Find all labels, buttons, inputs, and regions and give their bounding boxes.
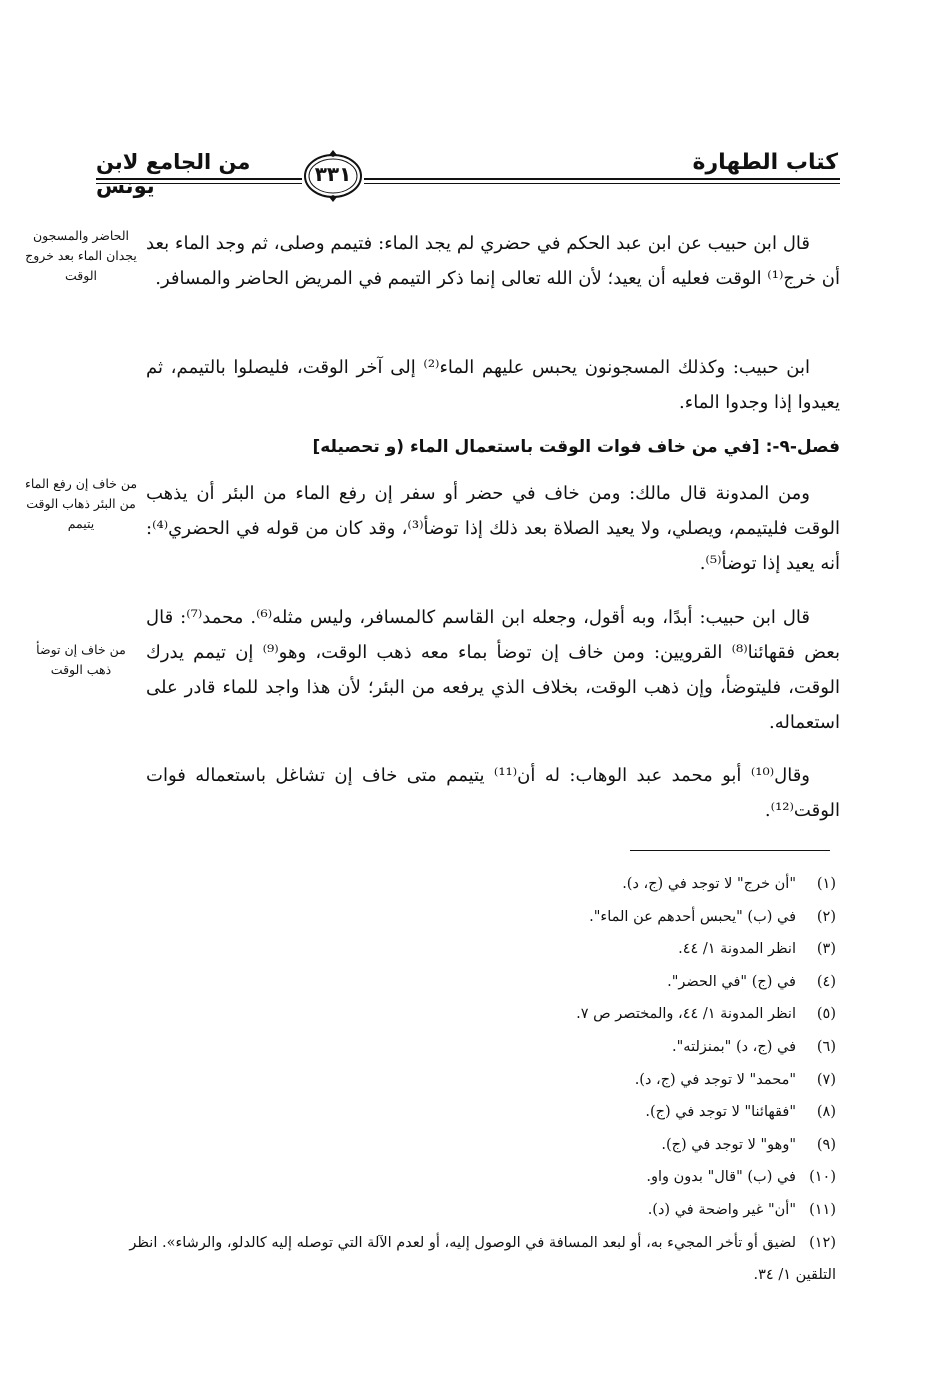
paragraph-3-text: ومن المدونة قال مالك: ومن خاف في حضر أو سفر إن رفع الماء من البئر أن يذهب الوقت فليتيمم، ويصلي، ولا يعيد الصلاة بعد ذلك إذا توضأ⁽³⁾، وقد كان من قوله في الحضري⁽⁴⁾: أنه يعيد إذا توضأ⁽⁵⁾.	[146, 483, 840, 574]
footnote-1: (١)"أن خرج" لا توجد في (ج، د).	[622, 876, 836, 892]
footnote-2: (٢)في (ب) "يحبس أحدهم عن الماء".	[589, 908, 836, 925]
footnote-7: (٧)"محمد" لا توجد في (ج، د).	[634, 1071, 836, 1088]
footnote-3: (٣)انظر المدونة ١/ ٤٤.	[678, 941, 836, 958]
paragraph-2	[146, 350, 840, 420]
margin-note-3: من خاف إن توضأ ذهب الوقت	[36, 642, 126, 677]
footnote-6: (٦)في (ج، د) "بمنزلته".	[672, 1038, 836, 1055]
header-rule-thin	[96, 183, 840, 184]
footnote-11: (١١)"أن" غير واضحة في (د).	[647, 1201, 836, 1218]
footnote-8: (٨)"فقهائنا" لا توجد في (ج).	[645, 1104, 836, 1121]
footnote-rule	[630, 850, 830, 851]
page-number-badge	[302, 148, 364, 204]
paragraph-1	[146, 226, 840, 296]
paragraph-4	[146, 600, 840, 740]
header-rule	[96, 178, 840, 180]
footnote-5: (٥)انظر المدونة ١/ ٤٤، والمختصر ص ٧.	[576, 1006, 836, 1023]
footnote-10: (١٠)في (ب) "قال" بدون واو.	[646, 1169, 836, 1186]
footnote-9: (٩)"وهو" لا توجد في (ج).	[661, 1136, 836, 1153]
section-heading: فصل-٩-: [في من خاف فوات الوقت باستعمال الماء (و تحصيله]	[312, 437, 840, 457]
footnote-4: (٤)في (ج) "في الحضر".	[667, 973, 836, 990]
paragraph-5-text: وقال⁽¹⁰⁾ أبو محمد عبد الوهاب: له أن⁽¹¹⁾ يتيمم متى خاف إن تشاغل باستعماله فوات الوقت⁽¹²⁾.	[146, 765, 840, 821]
paragraph-4-text: قال ابن حبيب: أبدًا، وبه أقول، وجعله ابن القاسم كالمسافر، وليس مثله⁽⁶⁾. محمد⁽⁷⁾: قال بعض فقهائنا⁽⁸⁾ القرويين: ومن خاف إن توضأ بماء معه ذهب الوقت، وهو⁽⁹⁾ إن تيمم يدرك الوقت، فليتوضأ، وإن ذهب الوقت، بخلاف الذي يرفعه من البئر؛ لأن هذا واجد للماء قادر على استعماله.	[146, 607, 840, 733]
paragraph-2-text: ابن حبيب: وكذلك المسجونون يحبس عليهم الماء⁽²⁾ إلى آخر الوقت، فليصلوا بالتيمم، ثم يعيدوا إذا وجدوا الماء.	[146, 357, 840, 413]
margin-note-1: الحاضر والمسجون يجدان الماء بعد خروج الوقت	[25, 228, 137, 283]
page-number: ٣٣١	[314, 162, 352, 186]
paragraph-1-text: قال ابن حبيب عن ابن عبد الحكم في حضري لم يجد الماء: فتيمم وصلى، ثم وجد الماء بعد أن خرج⁽¹⁾ الوقت فعليه أن يعيد؛ لأن الله تعالى إنما ذكر التيمم في المريض الحاضر والمسافر.	[146, 233, 840, 289]
paragraph-3	[146, 476, 840, 581]
source-title: من الجامع لابن يونس	[96, 150, 251, 198]
footnotes	[120, 868, 836, 1292]
footnote-12: (١٢)لضيق أو تأخر المجيء به، أو لبعد المسافة في الوصول إليه، أو لعدم الآلة التي توصله إليه كالدلو، والرشاء». انظر التلقين ١/ ٣٤.	[129, 1234, 836, 1284]
paragraph-5	[146, 758, 840, 828]
book-title: كتاب الطهارة	[692, 150, 838, 175]
margin-note-2: من خاف إن رفع الماء من البئر ذهاب الوقت يتيمم	[24, 476, 138, 531]
